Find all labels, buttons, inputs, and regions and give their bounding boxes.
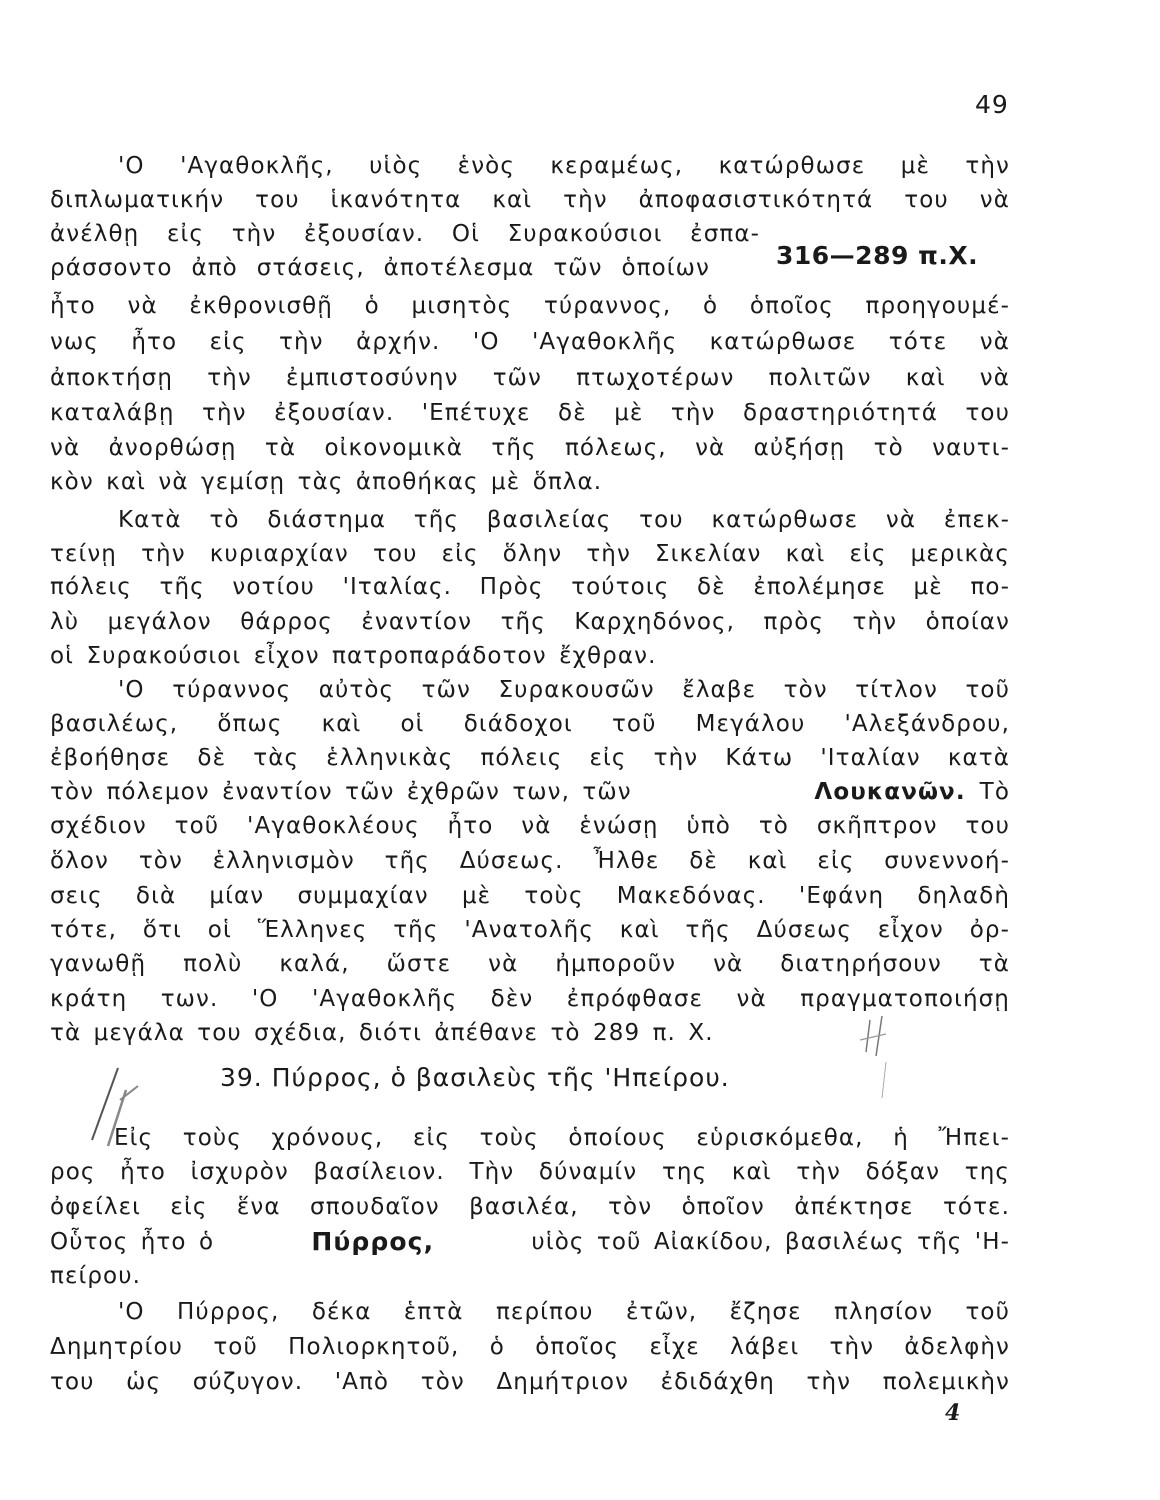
text-line: νὰ ἀνορθώσῃ τὰ οἰκονομικὰ τῆς πόλεως, νὰ αὐξήσῃ τὸ ναυτι- bbox=[50, 435, 1010, 461]
text-line: ρος ἦτο ἰσχυρὸν βασίλειον. Τὴν δύναμίν της καὶ τὴν δόξαν της bbox=[50, 1159, 1010, 1185]
text-line: οἱ Συρακούσιοι εἶχον πατροπαράδοτον ἔχθραν. bbox=[50, 643, 657, 669]
text-line: ὅλον τὸν ἑλληνισμὸν τῆς Δύσεως. Ἦλθε δὲ καὶ εἰς συνεννοή- bbox=[50, 848, 1010, 874]
signature-mark: 4 bbox=[945, 1400, 961, 1426]
margin-date-note: 316—289 π.Χ. bbox=[776, 241, 979, 270]
text-line: Εἰς τοὺς χρόνους, εἰς τοὺς ὁποίους εὑρισκόμεθα, ἡ Ἤπει- bbox=[114, 1125, 1010, 1151]
text-line: ἐβοήθησε δὲ τὰς ἑλληνικὰς πόλεις εἰς τὴν Κάτω 'Ιταλίαν κατὰ bbox=[50, 745, 1010, 771]
text-line: πόλεις τῆς νοτίου 'Ιταλίας. Πρὸς τούτοις δὲ ἐπολέμησε μὲ πο- bbox=[50, 574, 1010, 600]
text-line: ἀποκτήσῃ τὴν ἐμπιστοσύνην τῶν πτωχοτέρων πολιτῶν καὶ νὰ bbox=[50, 365, 1010, 391]
text-line: τείνῃ τὴν κυριαρχίαν του εἰς ὅλην τὴν Σικελίαν καὶ εἰς μερικὰς bbox=[50, 541, 1010, 567]
text-run: υἱὸς τοῦ Αἰακίδου, βασιλέως τῆς 'Η- bbox=[531, 1229, 1010, 1255]
text-line: κὸν καὶ νὰ γεμίσῃ τὰς ἀποθήκας μὲ ὅπλα. bbox=[50, 469, 603, 495]
text-line: ὀφείλει εἰς ἕνα σπουδαῖον βασιλέα, τὸν ὁποῖον ἀπέκτησε τότε. bbox=[50, 1194, 1010, 1220]
text-line: Κατὰ τὸ διάστημα τῆς βασιλείας του κατώρθωσε νὰ ἐπεκ- bbox=[118, 507, 1010, 533]
text-line: 'Ο 'Αγαθοκλῆς, υἱὸς ἑνὸς κεραμέως, κατώρθωσε μὲ τὴν bbox=[118, 153, 1010, 179]
text-line: τότε, ὅτι οἱ Ἕλληνες τῆς 'Ανατολῆς καὶ τῆς Δύσεως εἶχον ὀρ- bbox=[50, 917, 1010, 943]
text-line: λὺ μεγάλον θάρρος ἐναντίον τῆς Καρχηδόνος, πρὸς τὴν ὁποίαν bbox=[50, 609, 1010, 635]
text-line: διπλωματικήν του ἱκανότητα καὶ τὴν ἀποφασιστικότητά του νὰ bbox=[50, 187, 1010, 213]
text-line: του ὡς σύζυγον. 'Απὸ τὸν Δημήτριον ἐδιδάχθη τὴν πολεμικὴν bbox=[50, 1369, 1010, 1395]
text-line-with-bold bbox=[50, 776, 1010, 808]
section-heading: 39. Πύρρος, ὁ βασιλεὺς τῆς 'Ηπείρου. bbox=[220, 1063, 730, 1092]
text-line: ἀνέλθῃ εἰς τὴν ἐξουσίαν. Οἱ Συρακούσιοι ἐσπα- bbox=[50, 221, 760, 247]
text-line: σεις διὰ μίαν συμμαχίαν μὲ τοὺς Μακεδόνας. 'Εφάνη δηλαδὴ bbox=[50, 883, 1010, 909]
text-run: Τὸ bbox=[979, 779, 1010, 805]
text-line: σχέδιον τοῦ 'Αγαθοκλέους ἦτο νὰ ἑνώσῃ ὑπὸ τὸ σκῆπτρον του bbox=[50, 813, 1010, 839]
text-line: 'Ο Πύρρος, δέκα ἑπτὰ περίπου ἐτῶν, ἔζησε πλησίον τοῦ bbox=[118, 1299, 1010, 1325]
text-line: γανωθῇ πολὺ καλά, ὥστε νὰ ἠμποροῦν νὰ διατηρήσουν τὰ bbox=[50, 951, 1010, 977]
text-line: ἦτο νὰ ἐκθρονισθῇ ὁ μισητὸς τύραννος, ὁ ὁποῖος προηγουμέ- bbox=[50, 293, 1010, 319]
text-run: τὸν πόλεμον ἐναντίον τῶν ἐχθρῶν των, τῶν bbox=[50, 779, 632, 805]
text-line: πείρου. bbox=[50, 1263, 142, 1289]
pencil-scribble-icon bbox=[840, 1012, 900, 1102]
text-line: 'Ο τύραννος αὐτὸς τῶν Συρακουσῶν ἔλαβε τὸν τίτλον τοῦ bbox=[118, 677, 1010, 703]
text-line: τὰ μεγάλα του σχέδια, διότι ἀπέθανε τὸ 289 π. Χ. bbox=[50, 1020, 714, 1046]
page-number: 49 bbox=[975, 90, 1009, 119]
bold-term-lucanians: Λουκανῶν. bbox=[814, 779, 966, 805]
text-line: νως ἦτο εἰς τὴν ἀρχήν. 'Ο 'Αγαθοκλῆς κατώρθωσε τότε νὰ bbox=[50, 329, 1010, 355]
text-line: κράτη των. 'Ο 'Αγαθοκλῆς δὲν ἐπρόφθασε νὰ πραγματοποιήσῃ bbox=[50, 986, 1010, 1012]
bold-term-pyrrhus: Πύρρος, bbox=[311, 1227, 435, 1256]
text-line-with-bold bbox=[50, 1226, 1010, 1258]
text-line: βασιλέως, ὅπως καὶ οἱ διάδοχοι τοῦ Μεγάλου 'Αλεξάνδρου, bbox=[50, 711, 1010, 737]
text-line: καταλάβῃ τὴν ἐξουσίαν. 'Επέτυχε δὲ μὲ τὴν δραστηριότητά του bbox=[50, 400, 1010, 426]
text-run: Οὗτος ἦτο ὁ bbox=[50, 1229, 215, 1255]
pencil-mark-icon bbox=[80, 1060, 150, 1150]
text-line: Δημητρίου τοῦ Πολιορκητοῦ, ὁ ὁποῖος εἶχε λάβει τὴν ἀδελφὴν bbox=[50, 1334, 1010, 1360]
text-line: ράσσοντο ἀπὸ στάσεις, ἀποτέλεσμα τῶν ὁποίων bbox=[50, 255, 710, 281]
